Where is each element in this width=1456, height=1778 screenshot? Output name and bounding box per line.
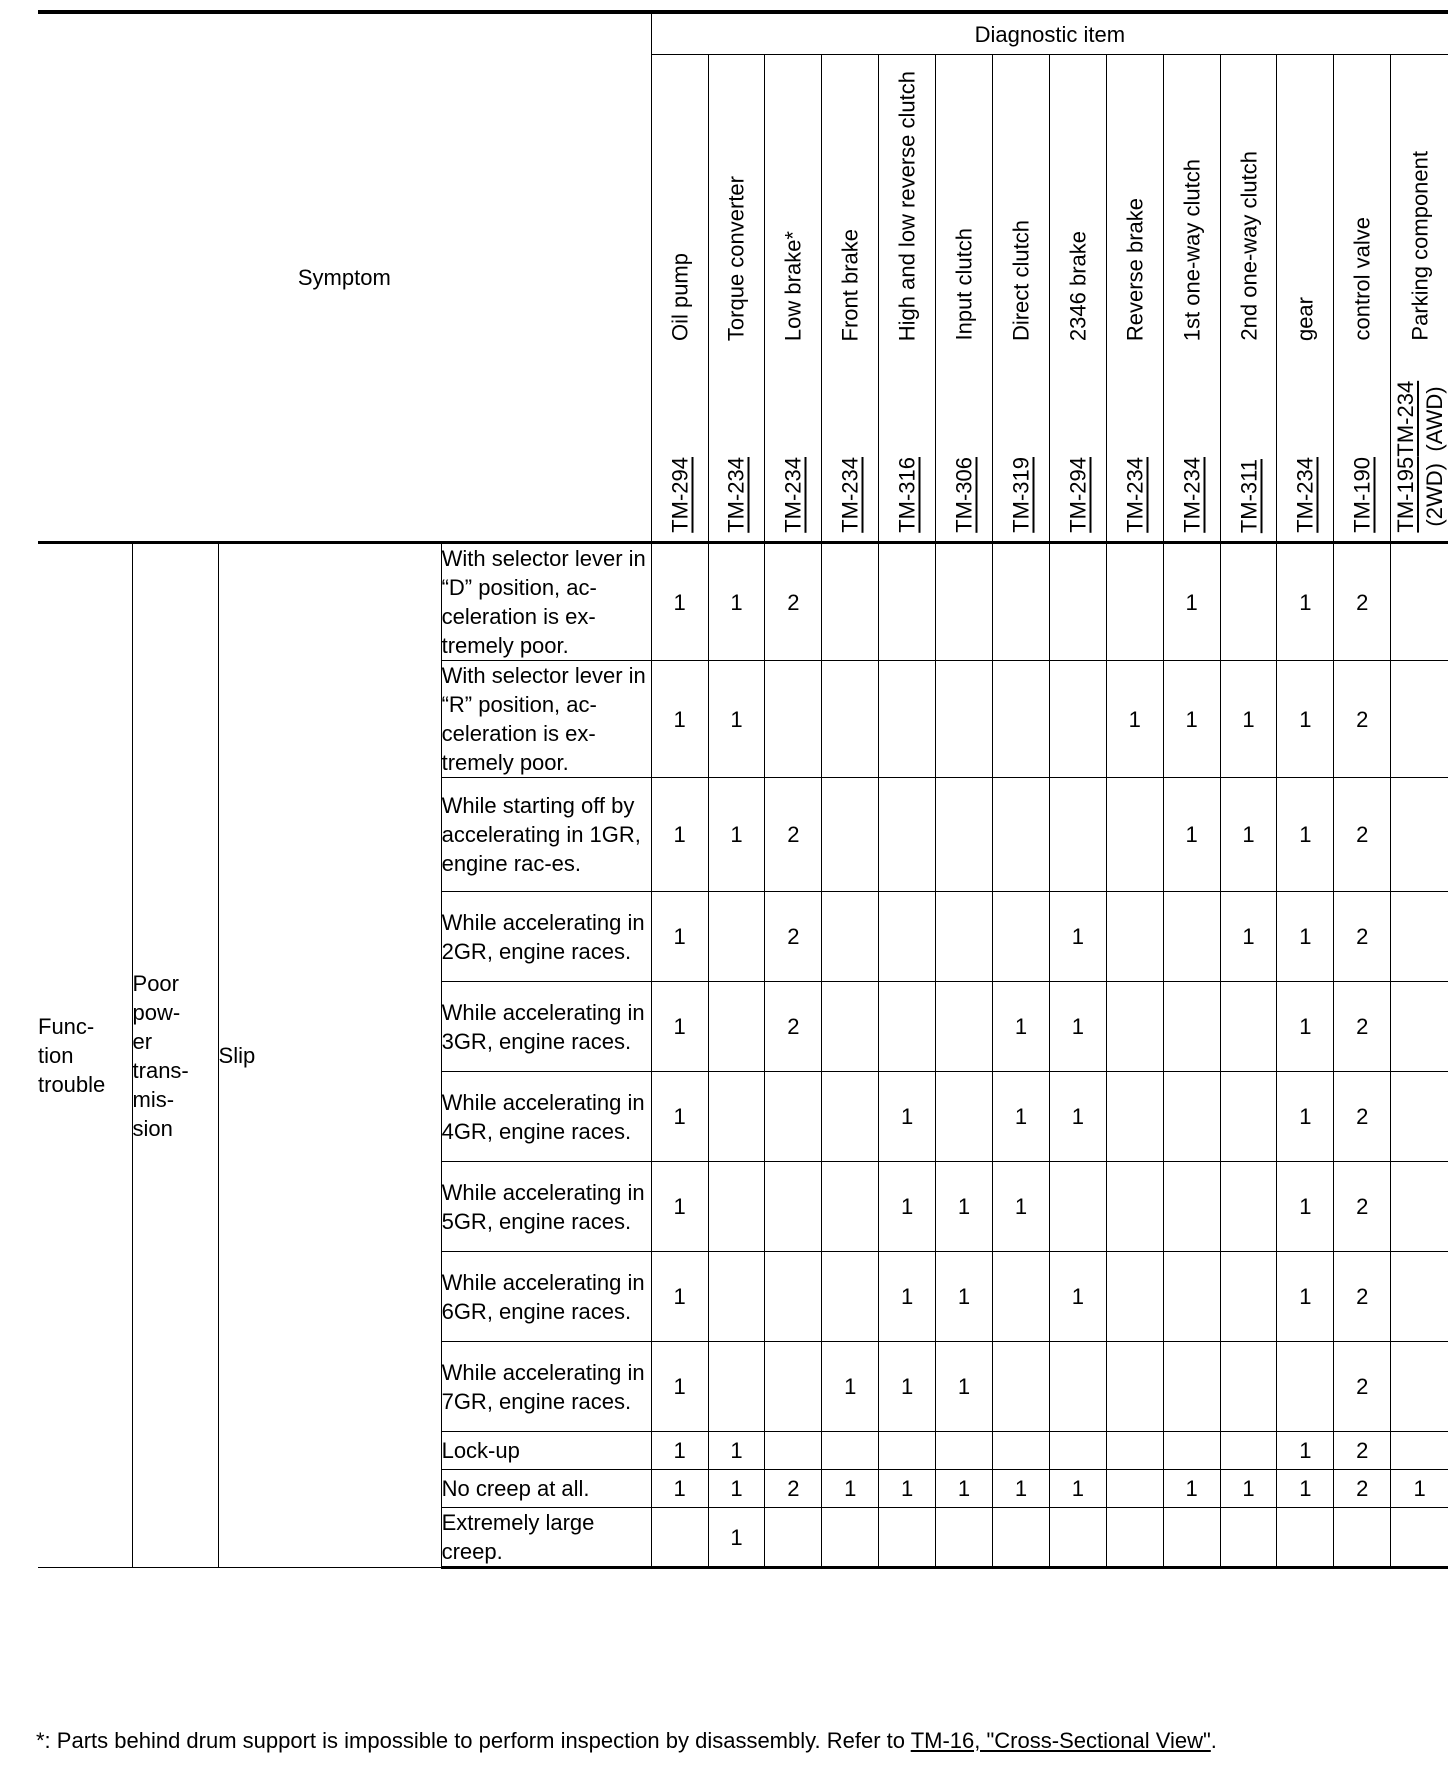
value-cell: 1 <box>708 543 765 661</box>
ref-line <box>1120 457 1149 533</box>
value-cell <box>708 892 765 982</box>
value-cell: 1 <box>651 1072 708 1162</box>
value-cell: 1 <box>1049 1072 1106 1162</box>
value-cell <box>993 1432 1050 1470</box>
symptom-cell: While accelerating in 2GR, engine races. <box>441 892 651 982</box>
footnote-text: *: Parts behind drum support is impossible to perform inspection by disassembly. Refer to <box>36 1728 911 1753</box>
value-cell: 1 <box>1106 661 1163 778</box>
value-cell <box>1163 1508 1220 1568</box>
diagnostic-item-name: Low brake* <box>780 230 806 341</box>
diagnostic-item-wrap <box>879 55 935 541</box>
value-cell <box>993 778 1050 892</box>
value-cell: 2 <box>1334 1252 1391 1342</box>
diagnostic-item-name: 1st one-way clutch <box>1179 158 1205 341</box>
diagnostic-item-col-12 <box>1334 55 1391 543</box>
value-cell <box>993 543 1050 661</box>
value-cell: 1 <box>1277 982 1334 1072</box>
value-cell: 1 <box>1220 778 1277 892</box>
value-cell <box>765 1342 822 1432</box>
value-cell <box>993 1252 1050 1342</box>
value-cell: 2 <box>765 982 822 1072</box>
value-cell: 1 <box>708 1470 765 1508</box>
value-cell <box>1220 982 1277 1072</box>
ref-line <box>665 457 694 533</box>
diagnostic-item-refs <box>950 457 979 533</box>
value-cell <box>1106 1252 1163 1342</box>
value-cell: 2 <box>1334 1162 1391 1252</box>
diagnostic-item-col-1 <box>708 55 765 543</box>
footnote-link[interactable]: TM-16, "Cross-Sectional View" <box>910 1728 1211 1753</box>
ref-line <box>779 457 808 533</box>
value-cell: 1 <box>936 1252 993 1342</box>
value-cell <box>1220 543 1277 661</box>
value-cell <box>1049 1432 1106 1470</box>
value-cell <box>708 1342 765 1432</box>
diagnostic-item-wrap <box>1107 55 1163 541</box>
value-cell <box>765 1252 822 1342</box>
footnote <box>36 1728 1217 1754</box>
value-cell <box>1220 1432 1277 1470</box>
table-body <box>38 543 1448 1568</box>
ref-line <box>1391 457 1449 533</box>
diagnostic-item-col-3 <box>822 55 879 543</box>
value-cell <box>936 982 993 1072</box>
value-cell <box>1106 543 1163 661</box>
diagnostic-item-col-10 <box>1220 55 1277 543</box>
value-cell: 1 <box>993 1162 1050 1252</box>
value-cell <box>708 1072 765 1162</box>
symptom-cell: While starting off by accelerating in 1GR, engine rac-es. <box>441 778 651 892</box>
value-cell: 2 <box>1334 1342 1391 1432</box>
value-cell <box>765 1162 822 1252</box>
value-cell: 1 <box>651 1342 708 1432</box>
value-cell <box>879 661 936 778</box>
ref-link[interactable]: TM-311 <box>1236 458 1261 533</box>
value-cell <box>1163 1432 1220 1470</box>
value-cell <box>1391 892 1448 982</box>
value-cell <box>765 661 822 778</box>
value-cell: 1 <box>708 778 765 892</box>
diagnostic-item-name: Parking component <box>1407 151 1433 341</box>
diagnostic-table <box>38 10 1448 1569</box>
category-level1: Func- tion trouble <box>38 543 132 1568</box>
value-cell: 1 <box>822 1470 879 1508</box>
diagnostic-item-wrap <box>1277 55 1333 541</box>
value-cell <box>879 543 936 661</box>
diagnostic-item-name: Input clutch <box>951 228 977 341</box>
value-cell: 1 <box>1277 661 1334 778</box>
value-cell <box>1049 1162 1106 1252</box>
value-cell <box>1049 1342 1106 1432</box>
ref-link[interactable]: TM-319 <box>1008 457 1034 533</box>
value-cell <box>936 1432 993 1470</box>
value-cell <box>822 543 879 661</box>
value-cell: 1 <box>651 1252 708 1342</box>
value-cell <box>1220 1162 1277 1252</box>
value-cell <box>1334 1508 1391 1568</box>
value-cell: 1 <box>708 1508 765 1568</box>
value-cell: 1 <box>1277 543 1334 661</box>
value-cell: 1 <box>1220 661 1277 778</box>
value-cell: 1 <box>651 543 708 661</box>
diagnostic-item-wrap <box>936 55 992 541</box>
value-cell <box>1106 892 1163 982</box>
diagnostic-item-refs <box>779 457 808 533</box>
diagnostic-item-name: 2346 brake <box>1065 230 1091 341</box>
ref-link[interactable]: TM-234 <box>837 457 863 533</box>
value-cell <box>1163 1252 1220 1342</box>
symptom-cell: No creep at all. <box>441 1470 651 1508</box>
ref-line <box>722 457 751 533</box>
value-cell <box>1391 1508 1448 1568</box>
value-cell: 2 <box>765 543 822 661</box>
value-cell: 1 <box>1220 1470 1277 1508</box>
value-cell <box>879 982 936 1072</box>
value-cell <box>1049 543 1106 661</box>
value-cell: 1 <box>1277 1072 1334 1162</box>
value-cell: 2 <box>1334 778 1391 892</box>
diagnostic-item-refs <box>722 457 751 533</box>
ref-link[interactable]: TM-294 <box>1065 457 1091 533</box>
ref-line <box>1234 459 1263 533</box>
ref-link[interactable]: TM-234 <box>780 457 806 533</box>
value-cell: 1 <box>879 1072 936 1162</box>
ref-line <box>1063 457 1092 533</box>
value-cell: 2 <box>1334 543 1391 661</box>
symptom-cell: With selector lever in “D” position, ac-celeration is ex-tremely poor. <box>441 543 651 661</box>
value-cell <box>993 1508 1050 1568</box>
value-cell <box>708 1162 765 1252</box>
symptom-cell: While accelerating in 5GR, engine races. <box>441 1162 651 1252</box>
value-cell <box>1391 778 1448 892</box>
diagnostic-item-wrap <box>709 55 765 541</box>
value-cell <box>1220 1252 1277 1342</box>
value-cell <box>765 1508 822 1568</box>
ref-line <box>1291 457 1320 533</box>
value-cell <box>1163 1162 1220 1252</box>
value-cell: 2 <box>1334 1432 1391 1470</box>
value-cell <box>1106 1432 1163 1470</box>
diagnostic-item-refs <box>836 457 865 533</box>
diagnostic-item-col-0 <box>651 55 708 543</box>
diagnostic-item-refs <box>1006 457 1035 533</box>
symptom-cell: While accelerating in 6GR, engine races. <box>441 1252 651 1342</box>
diagnostic-item-refs <box>1234 459 1263 533</box>
ref-link[interactable]: TM-234 <box>1179 457 1205 533</box>
value-cell: 1 <box>651 1162 708 1252</box>
value-cell <box>1106 1508 1163 1568</box>
value-cell <box>1391 982 1448 1072</box>
value-cell: 2 <box>765 1470 822 1508</box>
diagnostic-item-col-8 <box>1106 55 1163 543</box>
value-cell <box>936 892 993 982</box>
value-cell <box>993 892 1050 982</box>
diagnostic-item-wrap <box>1050 55 1106 541</box>
symptom-cell: While accelerating in 7GR, engine races. <box>441 1342 651 1432</box>
ref-link[interactable]: TM-195 <box>1392 457 1418 533</box>
diagnostic-item-name: High and low reverse clutch <box>894 70 920 341</box>
value-cell: 1 <box>1220 892 1277 982</box>
value-cell: 1 <box>1163 778 1220 892</box>
value-cell: 2 <box>1334 982 1391 1072</box>
value-cell <box>1106 1470 1163 1508</box>
value-cell <box>936 1508 993 1568</box>
symptom-cell: Extremely large creep. <box>441 1508 651 1568</box>
diagnostic-item-refs <box>1291 457 1320 533</box>
value-cell <box>936 778 993 892</box>
symptom-cell: With selector lever in “R” position, ac-celeration is ex-tremely poor. <box>441 661 651 778</box>
value-cell <box>1049 1508 1106 1568</box>
value-cell <box>822 1252 879 1342</box>
value-cell <box>651 1508 708 1568</box>
ref-link[interactable]: TM-190 <box>1349 457 1375 533</box>
value-cell <box>822 1072 879 1162</box>
value-cell <box>822 892 879 982</box>
ref-line <box>1006 457 1035 533</box>
value-cell <box>1220 1072 1277 1162</box>
diagnostic-item-col-4 <box>879 55 936 543</box>
value-cell: 1 <box>879 1470 936 1508</box>
category-level2: Poor pow- er trans- mis- sion <box>132 543 218 1568</box>
value-cell <box>1391 1072 1448 1162</box>
value-cell: 2 <box>765 778 822 892</box>
value-cell: 1 <box>1049 982 1106 1072</box>
diagnostic-item-refs <box>1391 381 1449 533</box>
diagnostic-item-name: control valve <box>1349 217 1375 341</box>
ref-link[interactable]: TM-234 <box>723 457 749 533</box>
value-cell: 1 <box>1049 892 1106 982</box>
value-cell <box>879 1508 936 1568</box>
ref-line <box>1348 457 1377 533</box>
value-cell: 1 <box>651 661 708 778</box>
diagnostic-item-refs <box>1177 457 1206 533</box>
value-cell: 1 <box>936 1470 993 1508</box>
value-cell: 1 <box>708 1432 765 1470</box>
table-header <box>38 12 1448 543</box>
value-cell: 1 <box>936 1342 993 1432</box>
value-cell <box>1163 1072 1220 1162</box>
value-cell: 1 <box>1277 778 1334 892</box>
value-cell <box>1163 1342 1220 1432</box>
value-cell: 1 <box>1277 1470 1334 1508</box>
diagnostic-item-name: Front brake <box>837 228 863 341</box>
ref-line <box>893 457 922 533</box>
diagnostic-item-col-13 <box>1391 55 1448 543</box>
diagnostic-item-name: Torque converter <box>723 175 749 341</box>
value-cell: 1 <box>1049 1470 1106 1508</box>
value-cell <box>822 1432 879 1470</box>
value-cell <box>822 982 879 1072</box>
value-cell: 1 <box>879 1342 936 1432</box>
value-cell: 1 <box>1049 1252 1106 1342</box>
value-cell: 1 <box>708 661 765 778</box>
value-cell: 1 <box>1163 1470 1220 1508</box>
value-cell <box>1106 1072 1163 1162</box>
value-cell: 1 <box>822 1342 879 1432</box>
value-cell: 1 <box>993 982 1050 1072</box>
diagnostic-item-wrap <box>1391 55 1448 541</box>
diagnostic-item-name: Reverse brake <box>1122 197 1148 341</box>
diagnostic-item-col-9 <box>1163 55 1220 543</box>
ref-note: (AWD) <box>1421 386 1447 452</box>
category-level3: Slip <box>218 543 441 1568</box>
value-cell <box>1391 661 1448 778</box>
ref-link[interactable]: TM-234 <box>1122 457 1148 533</box>
value-cell: 1 <box>1163 543 1220 661</box>
diagnostic-item-name: 2nd one-way clutch <box>1236 151 1261 341</box>
diagnostic-item-col-6 <box>993 55 1050 543</box>
value-cell: 1 <box>1277 1432 1334 1470</box>
value-cell <box>765 1432 822 1470</box>
symptom-header: Symptom <box>38 12 651 543</box>
diagnostic-item-wrap <box>822 55 878 541</box>
diagnostic-item-col-2 <box>765 55 822 543</box>
value-cell <box>1163 982 1220 1072</box>
diagnostic-item-name: Direct clutch <box>1008 219 1034 341</box>
value-cell <box>993 1342 1050 1432</box>
diagnostic-item-wrap <box>1334 55 1390 541</box>
ref-line <box>836 457 865 533</box>
value-cell <box>822 661 879 778</box>
value-cell <box>822 1162 879 1252</box>
value-cell <box>1106 778 1163 892</box>
ref-link[interactable]: TM-294 <box>667 457 693 533</box>
value-cell <box>1106 1162 1163 1252</box>
ref-link[interactable]: TM-234 <box>1292 457 1318 533</box>
value-cell <box>936 543 993 661</box>
diagnostic-item-col-5 <box>936 55 993 543</box>
value-cell <box>1106 982 1163 1072</box>
value-cell: 2 <box>1334 661 1391 778</box>
value-cell <box>1049 661 1106 778</box>
diagnostic-item-header: Diagnostic item <box>651 12 1448 55</box>
value-cell <box>879 778 936 892</box>
value-cell <box>1391 1162 1448 1252</box>
diagnostic-item-wrap <box>1164 55 1220 541</box>
value-cell: 2 <box>1334 1072 1391 1162</box>
diagnostic-item-wrap <box>765 55 821 541</box>
value-cell <box>1391 1252 1448 1342</box>
diagnostic-item-refs <box>1348 457 1377 533</box>
value-cell <box>993 661 1050 778</box>
value-cell: 1 <box>1277 1252 1334 1342</box>
value-cell <box>708 982 765 1072</box>
value-cell: 1 <box>993 1072 1050 1162</box>
value-cell: 2 <box>1334 1470 1391 1508</box>
symptom-cell: While accelerating in 3GR, engine races. <box>441 982 651 1072</box>
value-cell <box>765 1072 822 1162</box>
value-cell <box>1391 1432 1448 1470</box>
value-cell: 1 <box>1391 1470 1448 1508</box>
symptom-cell: While accelerating in 4GR, engine races. <box>441 1072 651 1162</box>
ref-link[interactable]: TM-316 <box>894 457 920 533</box>
diagnostic-item-name: Oil pump <box>667 252 693 341</box>
value-cell: 1 <box>993 1470 1050 1508</box>
ref-link[interactable]: TM-234 <box>1392 381 1418 458</box>
value-cell <box>1049 778 1106 892</box>
ref-note: (2WD) <box>1421 463 1447 527</box>
value-cell <box>936 1072 993 1162</box>
value-cell <box>879 1432 936 1470</box>
ref-line <box>950 457 979 533</box>
value-cell: 2 <box>1334 892 1391 982</box>
value-cell: 1 <box>651 778 708 892</box>
diagnostic-item-col-7 <box>1049 55 1106 543</box>
value-cell <box>1391 1342 1448 1432</box>
diagnostic-item-name: gear <box>1292 296 1318 341</box>
diagnostic-item-wrap <box>1221 55 1277 541</box>
value-cell <box>1277 1508 1334 1568</box>
table-row <box>38 543 1448 661</box>
value-cell: 1 <box>936 1162 993 1252</box>
value-cell <box>936 661 993 778</box>
value-cell <box>1220 1342 1277 1432</box>
value-cell <box>1106 1342 1163 1432</box>
ref-line <box>1177 457 1206 533</box>
value-cell: 1 <box>1277 1162 1334 1252</box>
value-cell: 1 <box>879 1162 936 1252</box>
value-cell <box>1220 1508 1277 1568</box>
footnote-suffix: . <box>1210 1728 1217 1753</box>
value-cell: 1 <box>879 1252 936 1342</box>
value-cell: 1 <box>1277 892 1334 982</box>
value-cell <box>1391 543 1448 661</box>
value-cell <box>879 892 936 982</box>
diagnostic-item-wrap <box>652 55 708 541</box>
diagnostic-item-refs <box>665 457 694 533</box>
diagnostic-item-refs <box>1063 457 1092 533</box>
value-cell: 1 <box>651 1470 708 1508</box>
value-cell <box>822 1508 879 1568</box>
value-cell <box>1163 892 1220 982</box>
diagnostic-item-refs <box>893 457 922 533</box>
value-cell <box>822 778 879 892</box>
value-cell: 1 <box>651 1432 708 1470</box>
value-cell: 1 <box>651 982 708 1072</box>
value-cell <box>1277 1342 1334 1432</box>
ref-line <box>1391 381 1449 457</box>
value-cell: 2 <box>765 892 822 982</box>
ref-link[interactable]: TM-306 <box>951 457 977 533</box>
value-cell: 1 <box>1163 661 1220 778</box>
diagnostic-item-refs <box>1120 457 1149 533</box>
value-cell <box>708 1252 765 1342</box>
diagnostic-item-col-11 <box>1277 55 1334 543</box>
symptom-cell: Lock-up <box>441 1432 651 1470</box>
diagnostic-item-wrap <box>993 55 1049 541</box>
value-cell: 1 <box>651 892 708 982</box>
